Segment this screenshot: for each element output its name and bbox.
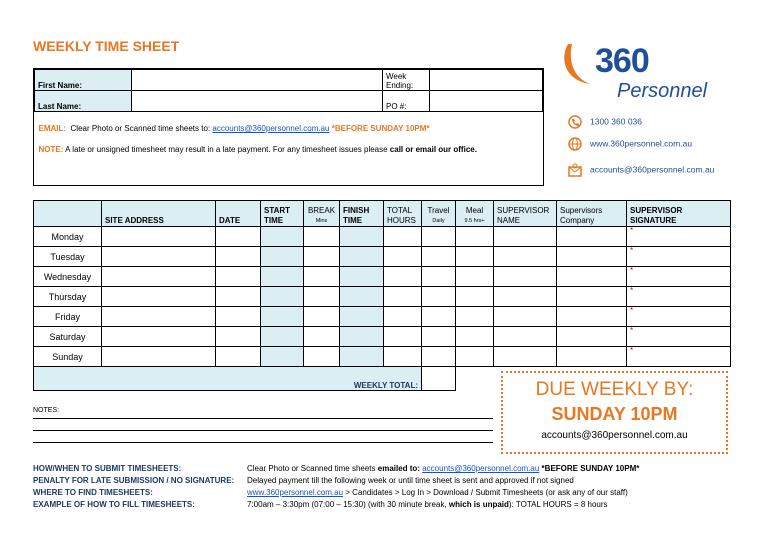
instruction-bold: which is unpaid <box>448 500 509 509</box>
meal-cell[interactable] <box>456 247 494 267</box>
finish-cell[interactable] <box>340 227 384 247</box>
meal-cell[interactable] <box>456 287 494 307</box>
start-cell[interactable] <box>261 347 304 367</box>
table-row <box>34 227 731 247</box>
col-site: SITE ADDRESS <box>102 201 216 227</box>
instruction-row <box>33 463 639 475</box>
total-cell[interactable] <box>384 327 422 347</box>
supname-cell[interactable] <box>494 267 557 287</box>
supname-cell[interactable] <box>494 247 557 267</box>
day-label: Tuesday <box>34 247 102 267</box>
day-label: Friday <box>34 307 102 327</box>
meal-cell[interactable] <box>456 307 494 327</box>
day-label: Saturday <box>34 327 102 347</box>
sig-cell[interactable]: * <box>627 287 731 307</box>
day-label: Thursday <box>34 287 102 307</box>
start-cell[interactable] <box>261 227 304 247</box>
supname-cell[interactable] <box>494 227 557 247</box>
finish-cell[interactable] <box>340 287 384 307</box>
start-cell[interactable] <box>261 307 304 327</box>
travel-cell[interactable] <box>422 327 456 347</box>
instruction-row <box>33 499 639 511</box>
finish-cell[interactable] <box>340 247 384 267</box>
col-meal: Meal 9.5 hrs+ <box>456 201 494 227</box>
travel-cell[interactable] <box>422 287 456 307</box>
instruction-row <box>33 475 639 487</box>
day-label: Sunday <box>34 347 102 367</box>
travel-cell[interactable] <box>422 307 456 327</box>
col-sup-sig: SUPERVISOR SIGNATURE <box>627 201 731 227</box>
sig-cell[interactable]: * <box>627 227 731 247</box>
site-cell[interactable] <box>102 247 216 267</box>
last-name-label: Last Name: <box>35 91 132 112</box>
break-cell[interactable] <box>304 247 340 267</box>
col-sup-name: SUPERVISOR NAME <box>494 201 557 227</box>
table-row <box>34 307 731 327</box>
sig-cell[interactable]: * <box>627 327 731 347</box>
travel-cell[interactable] <box>422 227 456 247</box>
site-cell[interactable] <box>102 227 216 247</box>
break-cell[interactable] <box>304 347 340 367</box>
weekly-total-field[interactable] <box>422 367 456 391</box>
note-line <box>39 139 539 160</box>
sig-cell[interactable]: * <box>627 307 731 327</box>
start-cell[interactable] <box>261 327 304 347</box>
total-cell[interactable] <box>384 287 422 307</box>
supco-cell[interactable] <box>557 227 627 247</box>
table-row <box>34 267 731 287</box>
phone-icon <box>568 115 582 129</box>
date-cell[interactable] <box>216 327 261 347</box>
employee-info-box <box>33 68 544 186</box>
total-cell[interactable] <box>384 247 422 267</box>
instruction-link[interactable]: www.360personnel.com.au <box>247 488 344 497</box>
col-date: DATE <box>216 201 261 227</box>
col-start: START TIME <box>261 201 304 227</box>
po-field[interactable] <box>430 91 543 112</box>
info-notes <box>35 112 543 167</box>
finish-cell[interactable] <box>340 307 384 327</box>
finish-cell[interactable] <box>340 267 384 287</box>
note-prefix: NOTE: <box>38 145 64 154</box>
envelope-icon <box>568 163 582 177</box>
instruction-link[interactable]: accounts@360personnel.com.au <box>422 464 540 473</box>
instruction-key: WHERE TO FIND TIMESHEETS: <box>33 488 153 497</box>
instruction-text: Clear Photo or Scanned time sheets <box>247 464 378 473</box>
col-sup-company: Supervisors Company <box>557 201 627 227</box>
email-prefix: EMAIL: <box>38 124 67 133</box>
instruction-text: Delayed payment till the following week or until time sheet is sent and approved if not signed <box>247 476 574 485</box>
total-cell[interactable] <box>384 347 422 367</box>
break-cell[interactable] <box>304 307 340 327</box>
due-line1: DUE WEEKLY BY: <box>535 379 694 400</box>
supname-cell[interactable] <box>494 307 557 327</box>
supco-cell[interactable] <box>557 327 627 347</box>
travel-cell[interactable] <box>422 267 456 287</box>
web-text: www.360personnel.com.au <box>590 138 693 149</box>
col-travel: Travel Daily <box>422 201 456 227</box>
instruction-bold: *BEFORE SUNDAY 10PM* <box>541 464 640 473</box>
travel-cell[interactable] <box>422 247 456 267</box>
site-cell[interactable] <box>102 307 216 327</box>
date-cell[interactable] <box>216 307 261 327</box>
total-cell[interactable] <box>384 307 422 327</box>
instruction-row <box>33 487 639 499</box>
instruction-key: HOW/WHEN TO SUBMIT TIMESHEETS: <box>33 464 182 473</box>
phone-text: 1300 360 036 <box>590 116 642 127</box>
instruction-bold: emailed to: <box>377 464 420 473</box>
email-text-contact: accounts@360personnel.com.au <box>590 164 715 175</box>
supname-cell[interactable] <box>494 347 557 367</box>
week-ending-field[interactable] <box>430 70 543 91</box>
meal-cell[interactable] <box>456 267 494 287</box>
sig-cell[interactable]: * <box>627 247 731 267</box>
globe-icon <box>568 137 582 151</box>
day-label: Monday <box>34 227 102 247</box>
notes-line[interactable] <box>33 431 493 443</box>
supname-cell[interactable] <box>494 327 557 347</box>
logo-word: Personnel <box>617 80 708 102</box>
contact-web <box>568 137 692 151</box>
date-cell[interactable] <box>216 247 261 267</box>
supco-cell[interactable] <box>557 347 627 367</box>
table-row <box>34 347 731 367</box>
break-cell[interactable] <box>304 227 340 247</box>
col-finish: FINISH TIME <box>340 201 384 227</box>
date-cell[interactable] <box>216 267 261 287</box>
contact-phone <box>568 115 642 129</box>
col-total: TOTAL HOURS <box>384 201 422 227</box>
instruction-text: > Candidates > Log In > Download / Submit Timesheets (or ask any of our staff) <box>343 488 628 497</box>
notes-label: NOTES: <box>33 407 60 414</box>
due-line2: SUNDAY 10PM <box>551 404 678 424</box>
break-cell[interactable] <box>304 287 340 307</box>
instruction-text: 7:00am – 3:30pm (07:00 – 15:30) (with 30 minute break, <box>247 500 449 509</box>
last-name-field[interactable] <box>132 91 383 112</box>
logo-number: 360 <box>595 42 649 80</box>
day-label: Wednesday <box>34 267 102 287</box>
page-title: WEEKLY TIME SHEET <box>33 38 180 54</box>
total-cell[interactable] <box>384 227 422 247</box>
note-text: A late or unsigned timesheet may result in a late payment. For any timesheet issues please <box>65 145 388 154</box>
site-cell[interactable] <box>102 267 216 287</box>
instruction-key: EXAMPLE OF HOW TO FILL TIMESHEETS: <box>33 500 195 509</box>
notes-line[interactable] <box>33 419 493 431</box>
sig-cell[interactable]: * <box>627 267 731 287</box>
supname-cell[interactable] <box>494 287 557 307</box>
table-row <box>34 327 731 347</box>
table-row <box>34 247 731 267</box>
start-cell[interactable] <box>261 247 304 267</box>
due-line3: accounts@360personnel.com.au <box>541 430 688 441</box>
instruction-key: PENALTY FOR LATE SUBMISSION / NO SIGNATURE: <box>33 476 235 485</box>
start-cell[interactable] <box>261 267 304 287</box>
email-link[interactable]: accounts@360personnel.com.au <box>212 124 330 133</box>
first-name-label: First Name: <box>35 70 132 91</box>
meal-cell[interactable] <box>456 327 494 347</box>
break-cell[interactable] <box>304 327 340 347</box>
supco-cell[interactable] <box>557 247 627 267</box>
meal-cell[interactable] <box>456 227 494 247</box>
site-cell[interactable] <box>102 327 216 347</box>
timesheet-table <box>33 200 731 391</box>
table-row <box>34 287 731 307</box>
site-cell[interactable] <box>102 287 216 307</box>
email-deadline: *BEFORE SUNDAY 10PM* <box>331 124 430 133</box>
date-cell[interactable] <box>216 287 261 307</box>
col-break: BREAK Mins <box>304 201 340 227</box>
finish-cell[interactable] <box>340 327 384 347</box>
table-header <box>34 201 731 227</box>
date-cell[interactable] <box>216 227 261 247</box>
contact-email <box>568 163 714 177</box>
week-ending-label: Week Ending: <box>383 70 430 91</box>
notes-line[interactable] <box>33 407 493 419</box>
sig-cell[interactable]: * <box>627 347 731 367</box>
col-day <box>34 201 102 227</box>
travel-cell[interactable] <box>422 347 456 367</box>
meal-cell[interactable] <box>456 347 494 367</box>
date-cell[interactable] <box>216 347 261 367</box>
supco-cell[interactable] <box>557 287 627 307</box>
total-cell[interactable] <box>384 267 422 287</box>
first-name-field[interactable] <box>132 70 383 91</box>
notes-area <box>33 407 493 443</box>
note-bold: call or email our office. <box>389 145 477 154</box>
email-text: Clear Photo or Scanned time sheets to: <box>70 124 211 133</box>
site-cell[interactable] <box>102 347 216 367</box>
start-cell[interactable] <box>261 287 304 307</box>
supco-cell[interactable] <box>557 307 627 327</box>
due-box <box>501 371 728 454</box>
supco-cell[interactable] <box>557 267 627 287</box>
email-line <box>39 118 539 139</box>
instructions <box>33 463 639 511</box>
po-label: PO #: <box>383 91 430 112</box>
finish-cell[interactable] <box>340 347 384 367</box>
break-cell[interactable] <box>304 267 340 287</box>
weekly-total-label: WEEKLY TOTAL: <box>34 367 422 391</box>
instruction-text: ): TOTAL HOURS = 8 hours <box>508 500 608 509</box>
